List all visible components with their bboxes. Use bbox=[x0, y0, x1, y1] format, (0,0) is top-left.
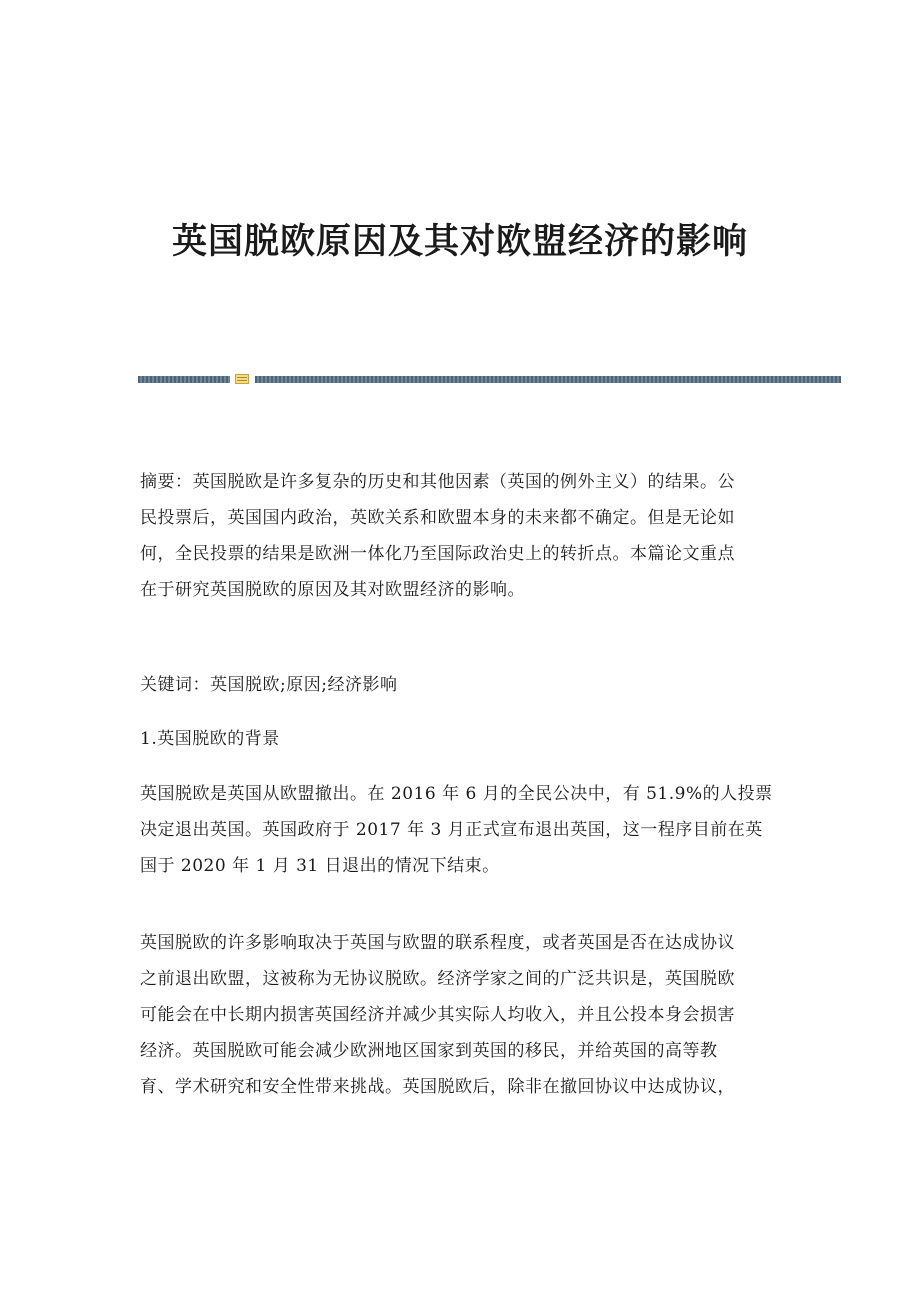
body-line: 决定退出英国。英国政府于 2017 年 3 月正式宣布退出英国，这一程序目前在英 bbox=[140, 820, 763, 840]
body-line: 可能会在中长期内损害英国经济并减少其实际人均收入，并且公投本身会损害 bbox=[140, 1005, 735, 1025]
section-heading bbox=[140, 721, 785, 757]
keywords-line: 关键词：英国脱欧;原因;经济影响 bbox=[140, 675, 398, 695]
keywords-paragraph bbox=[140, 667, 785, 703]
abstract-paragraph bbox=[140, 464, 785, 608]
abstract-line: 摘要：英国脱欧是许多复杂的历史和其他因素（英国的例外主义）的结果。公 bbox=[140, 472, 735, 492]
body-line: 国于 2020 年 1 月 31 日退出的情况下结束。 bbox=[140, 856, 500, 876]
title-divider bbox=[138, 374, 841, 384]
body-paragraph-2 bbox=[140, 925, 785, 1105]
body-line: 之前退出欧盟，这被称为无协议脱欧。经济学家之间的广泛共识是，英国脱欧 bbox=[140, 969, 735, 989]
body-line: 英国脱欧的许多影响取决于英国与欧盟的联系程度，或者英国是否在达成协议 bbox=[140, 933, 735, 953]
body-line: 英国脱欧是英国从欧盟撤出。在 2016 年 6 月的全民公决中，有 51.9%的人投票 bbox=[140, 784, 773, 804]
divider-bar-left bbox=[138, 376, 230, 383]
section-heading-text: 1.英国脱欧的背景 bbox=[140, 729, 280, 749]
abstract-line: 民投票后，英国国内政治，英欧关系和欧盟本身的未来都不确定。但是无论如 bbox=[140, 508, 735, 528]
abstract-line: 何，全民投票的结果是欧洲一体化乃至国际政治史上的转折点。本篇论文重点 bbox=[140, 544, 735, 564]
divider-ornament-icon bbox=[235, 374, 249, 384]
body-paragraph-1 bbox=[140, 776, 785, 884]
abstract-line: 在于研究英国脱欧的原因及其对欧盟经济的影响。 bbox=[140, 580, 525, 600]
body-line: 经济。英国脱欧可能会减少欧洲地区国家到英国的移民，并给英国的高等教 bbox=[140, 1041, 718, 1061]
body-line: 育、学术研究和安全性带来挑战。英国脱欧后，除非在撤回协议中达成协议， bbox=[140, 1077, 735, 1097]
document-title: 英国脱欧原因及其对欧盟经济的影响 bbox=[171, 221, 748, 262]
divider-bar-right bbox=[255, 376, 841, 383]
